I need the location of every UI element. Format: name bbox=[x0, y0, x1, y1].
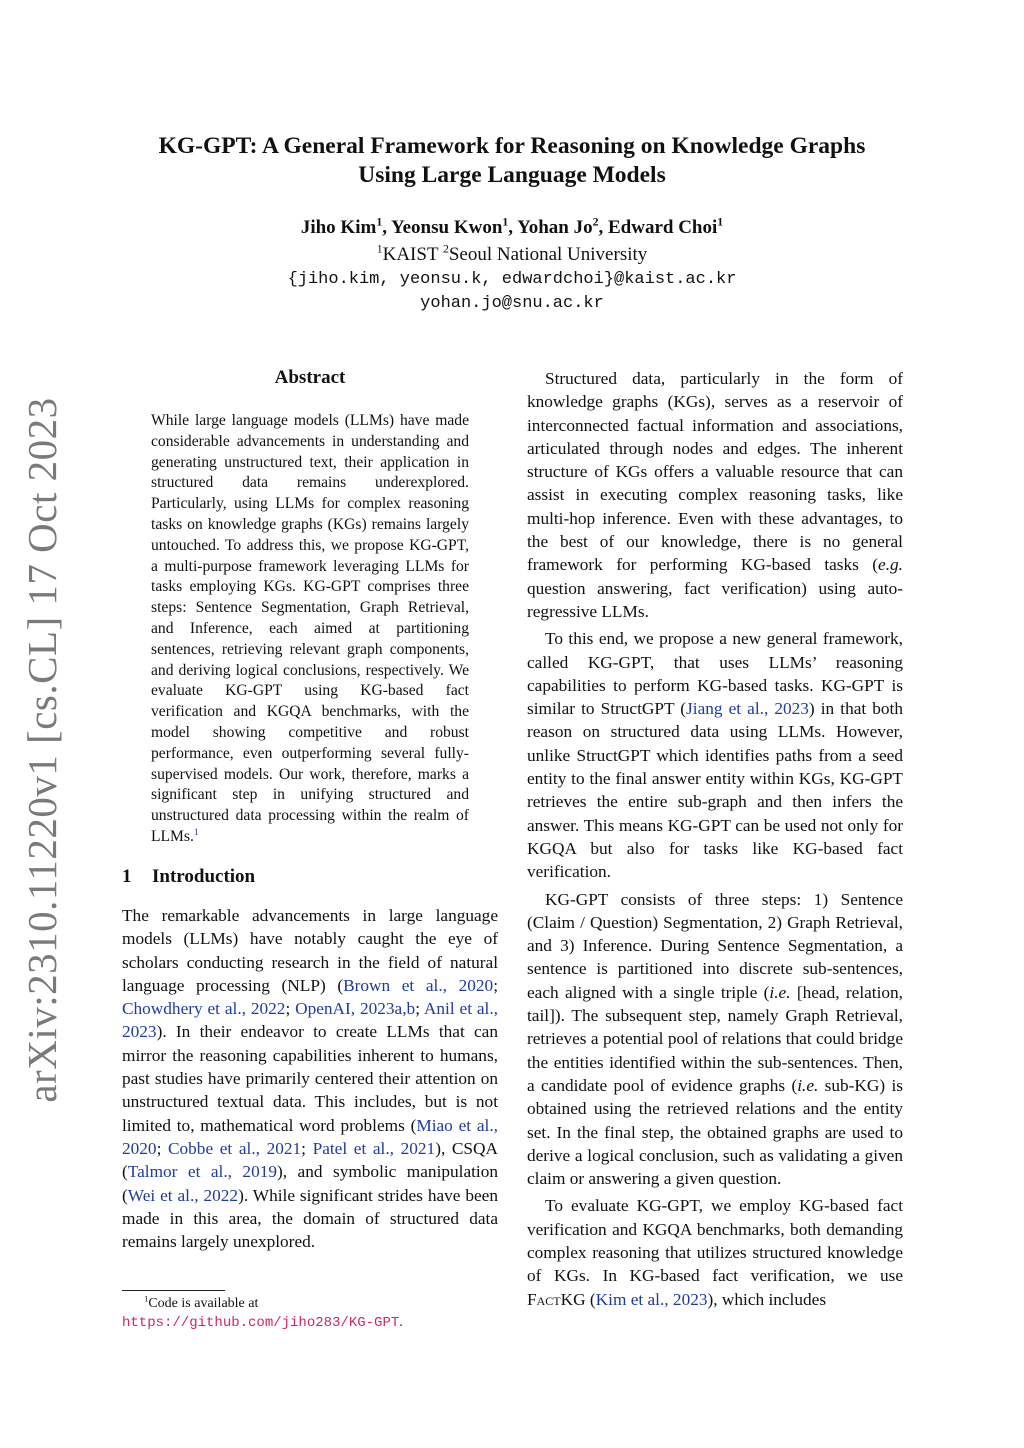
abstract-heading: Abstract bbox=[274, 367, 346, 388]
text-run: ; bbox=[415, 999, 424, 1019]
author-name: Yohan Jo bbox=[517, 217, 593, 238]
left-column-text bbox=[122, 904, 498, 1257]
intro-paragraph bbox=[122, 904, 498, 1253]
text-run: ), and symbolic manipulation ( bbox=[122, 1162, 499, 1205]
email-line-kaist[interactable]: {jiho.kim, yeonsu.k, edwardchoi}@kaist.ac.kr bbox=[287, 270, 737, 289]
text-run: ; bbox=[285, 999, 296, 1019]
text-run: question answering, fact verification) using auto-regressive LLMs. bbox=[527, 578, 903, 621]
author-list bbox=[100, 216, 924, 240]
text-run: KG-GPT consists of three steps: 1) Sentence (Claim / Question) Segmentation, 2) Graph Retrieval, and 3) Inference. During Sentence Segmentation, a sentence is partitioned into discrete sub-sentences, each aligned with a single triple ( bbox=[527, 889, 903, 1002]
author-emails bbox=[100, 268, 924, 316]
citation-link[interactable]: Patel et al., 2021 bbox=[312, 1138, 436, 1158]
citation-link[interactable]: Wei et al., 2022 bbox=[127, 1185, 239, 1205]
affiliation-mark: 2 bbox=[442, 242, 449, 256]
author-affiliation-mark: 1 bbox=[717, 215, 724, 229]
author-name: Edward Choi bbox=[607, 217, 718, 238]
citation-link[interactable]: Cobbe et al., 2021 bbox=[168, 1138, 302, 1158]
citation-link[interactable]: Miao et al., 2020 bbox=[122, 1115, 498, 1158]
footnote bbox=[122, 1294, 498, 1333]
author-affiliation-mark: 2 bbox=[592, 215, 599, 229]
affiliation-snu: Seoul National University bbox=[448, 244, 648, 265]
text-run-italic: i.e. bbox=[769, 982, 791, 1002]
text-run: ; bbox=[156, 1138, 168, 1158]
section-heading-introduction bbox=[122, 866, 255, 888]
paragraph-evaluation bbox=[527, 1194, 903, 1310]
author-separator: , bbox=[508, 217, 518, 238]
citation-link[interactable]: Chowdhery et al., 2022 bbox=[122, 999, 286, 1019]
text-run: ). While significant strides have been made in this area, the domain of structured data remains largely unexplored. bbox=[122, 1185, 498, 1252]
text-run: sub-KG) is obtained using the retrieved relations and the entity set. In the final step, the obtained graphs are used to derive a logical conclusion, such as validating a given claim or answering a given question. bbox=[527, 1075, 903, 1189]
text-run: ). In their endeavor to create LLMs that can mirror the reasoning capabilities inherent to humans, past studies have primarily centered their attention on unstructured textual data. This includes, but is not limited to, mathematical word problems ( bbox=[122, 1022, 498, 1135]
text-run: The remarkable advancements in large language models (LLMs) have notably caught the eye of scholars conducting research in the field of natural language processing (NLP) ( bbox=[122, 906, 498, 995]
text-run: ; bbox=[301, 1138, 313, 1158]
text-run: ; bbox=[493, 975, 498, 995]
footnote-end: . bbox=[399, 1315, 403, 1330]
citation-link[interactable]: Kim et al., 2023 bbox=[595, 1289, 708, 1309]
footnote-marker-link[interactable]: 1 bbox=[193, 826, 199, 838]
citation-link[interactable]: Talmor et al., 2019 bbox=[127, 1162, 277, 1182]
author-name: Jiho Kim bbox=[300, 217, 377, 238]
author-separator: , bbox=[598, 217, 608, 238]
footnote-text: Code is available at bbox=[148, 1296, 259, 1311]
text-run-italic: i.e. bbox=[797, 1075, 819, 1095]
text-run: Structured data, particularly in the form of knowledge graphs (KGs), serves as a reservoir of interconnected factual information and associations, articulated through nodes and edges. The inherent structure of KGs offers a valuable resource that can assist in executing complex reasoning tasks, like multi-hop inference. Even with these advantages, to the best of our knowledge, there is no general framework for performing KG-based tasks ( bbox=[527, 369, 903, 575]
paragraph-three-steps bbox=[527, 888, 903, 1191]
abstract-body bbox=[151, 411, 469, 848]
text-run: To this end, we propose a new general framework, called KG-GPT, that uses LLMs’ reasoning capabilities to perform KG-based tasks. KG-GPT is similar to StructGPT ( bbox=[527, 629, 903, 719]
citation-link[interactable]: Brown et al., 2020 bbox=[343, 975, 494, 995]
citation-link[interactable]: Jiang et al., 2023 bbox=[686, 699, 809, 719]
github-url-link[interactable]: https://github.com/jiho283/KG-GPT bbox=[122, 1315, 400, 1331]
abstract-text: While large language models (LLMs) have made considerable advancements in understanding and generating unstructured text, their application in structured data remains underexplored. Particularly, using LLMs for complex reasoning tasks on knowledge graphs (KGs) remains largely untouched. To address this, we propose KG-GPT, a multi-purpose framework leveraging LLMs for tasks employing KGs. KG-GPT comprises three steps: Sentence Segmentation, Graph Retrieval, and Inference, each aimed at partitioning sentences, retrieving relevant graph components, and deriving logical conclusions, respectively. We evaluate KG-GPT using KG-based fact verification and KGQA benchmarks, with the model showing competitive and robust performance, even outperforming several fully-supervised models. Our work, therefore, marks a significant step in unifying structured and unstructured data processing within the realm of LLMs. bbox=[151, 412, 469, 845]
arxiv-stamp: arXiv:2310.11220v1 [cs.CL] 17 Oct 2023 bbox=[19, 397, 65, 1103]
text-run: ) in that both reason on structured data using LLMs. However, unlike StructGPT which identifies paths from a seed entity to the final answer entity within KGs, KG-GPT retrieves the entire sub-graph and then infers the answer. This means KG-GPT can be used not only for KGQA but also for tasks like KG-based fact verification. bbox=[527, 699, 903, 882]
author-affiliation-mark: 1 bbox=[376, 215, 383, 229]
affiliation-kaist: KAIST bbox=[382, 244, 443, 265]
text-run: ), which includes bbox=[707, 1289, 827, 1309]
paragraph-structured-data bbox=[527, 367, 903, 623]
paragraph-proposal bbox=[527, 627, 903, 883]
citation-link[interactable]: OpenAI, 2023a,b bbox=[295, 999, 416, 1019]
title-line-2: Using Large Language Models bbox=[358, 162, 666, 188]
text-run: To evaluate KG-GPT, we employ KG-based fact verification and KGQA benchmarks, both demanding complex reasoning that utilizes structured knowledge of KGs. In KG-based fact verification, we use bbox=[527, 1196, 903, 1286]
footnote-rule bbox=[122, 1290, 225, 1291]
email-line-snu[interactable]: yohan.jo@snu.ac.kr bbox=[420, 294, 604, 313]
text-run-italic: e.g. bbox=[878, 555, 903, 575]
author-separator: , bbox=[382, 217, 391, 238]
text-run: ( bbox=[585, 1289, 596, 1309]
dataset-name-factkg: FactKG bbox=[527, 1289, 586, 1309]
affiliation-mark: 1 bbox=[376, 242, 383, 256]
right-column-text bbox=[527, 367, 903, 1315]
section-title: Introduction bbox=[152, 866, 256, 887]
author-name: Yeonsu Kwon bbox=[391, 217, 503, 238]
text-run: ), CSQA ( bbox=[122, 1138, 498, 1182]
footnote-mark: 1 bbox=[144, 1293, 149, 1304]
author-affiliation-mark: 1 bbox=[502, 215, 509, 229]
affiliations bbox=[100, 243, 924, 267]
text-run: [head, relation, tail]). The subsequent step, namely Graph Retrieval, retrieves a potential pool of relations that could bridge the entities identified within the sub-sentences. Then, a candidate pool of evidence graphs ( bbox=[527, 982, 903, 1095]
title-line-1: KG-GPT: A General Framework for Reasoning on Knowledge Graphs bbox=[158, 133, 866, 159]
section-number: 1 bbox=[122, 866, 132, 887]
paper-title bbox=[100, 132, 924, 190]
citation-link[interactable]: Anil et al., 2023 bbox=[122, 999, 498, 1042]
